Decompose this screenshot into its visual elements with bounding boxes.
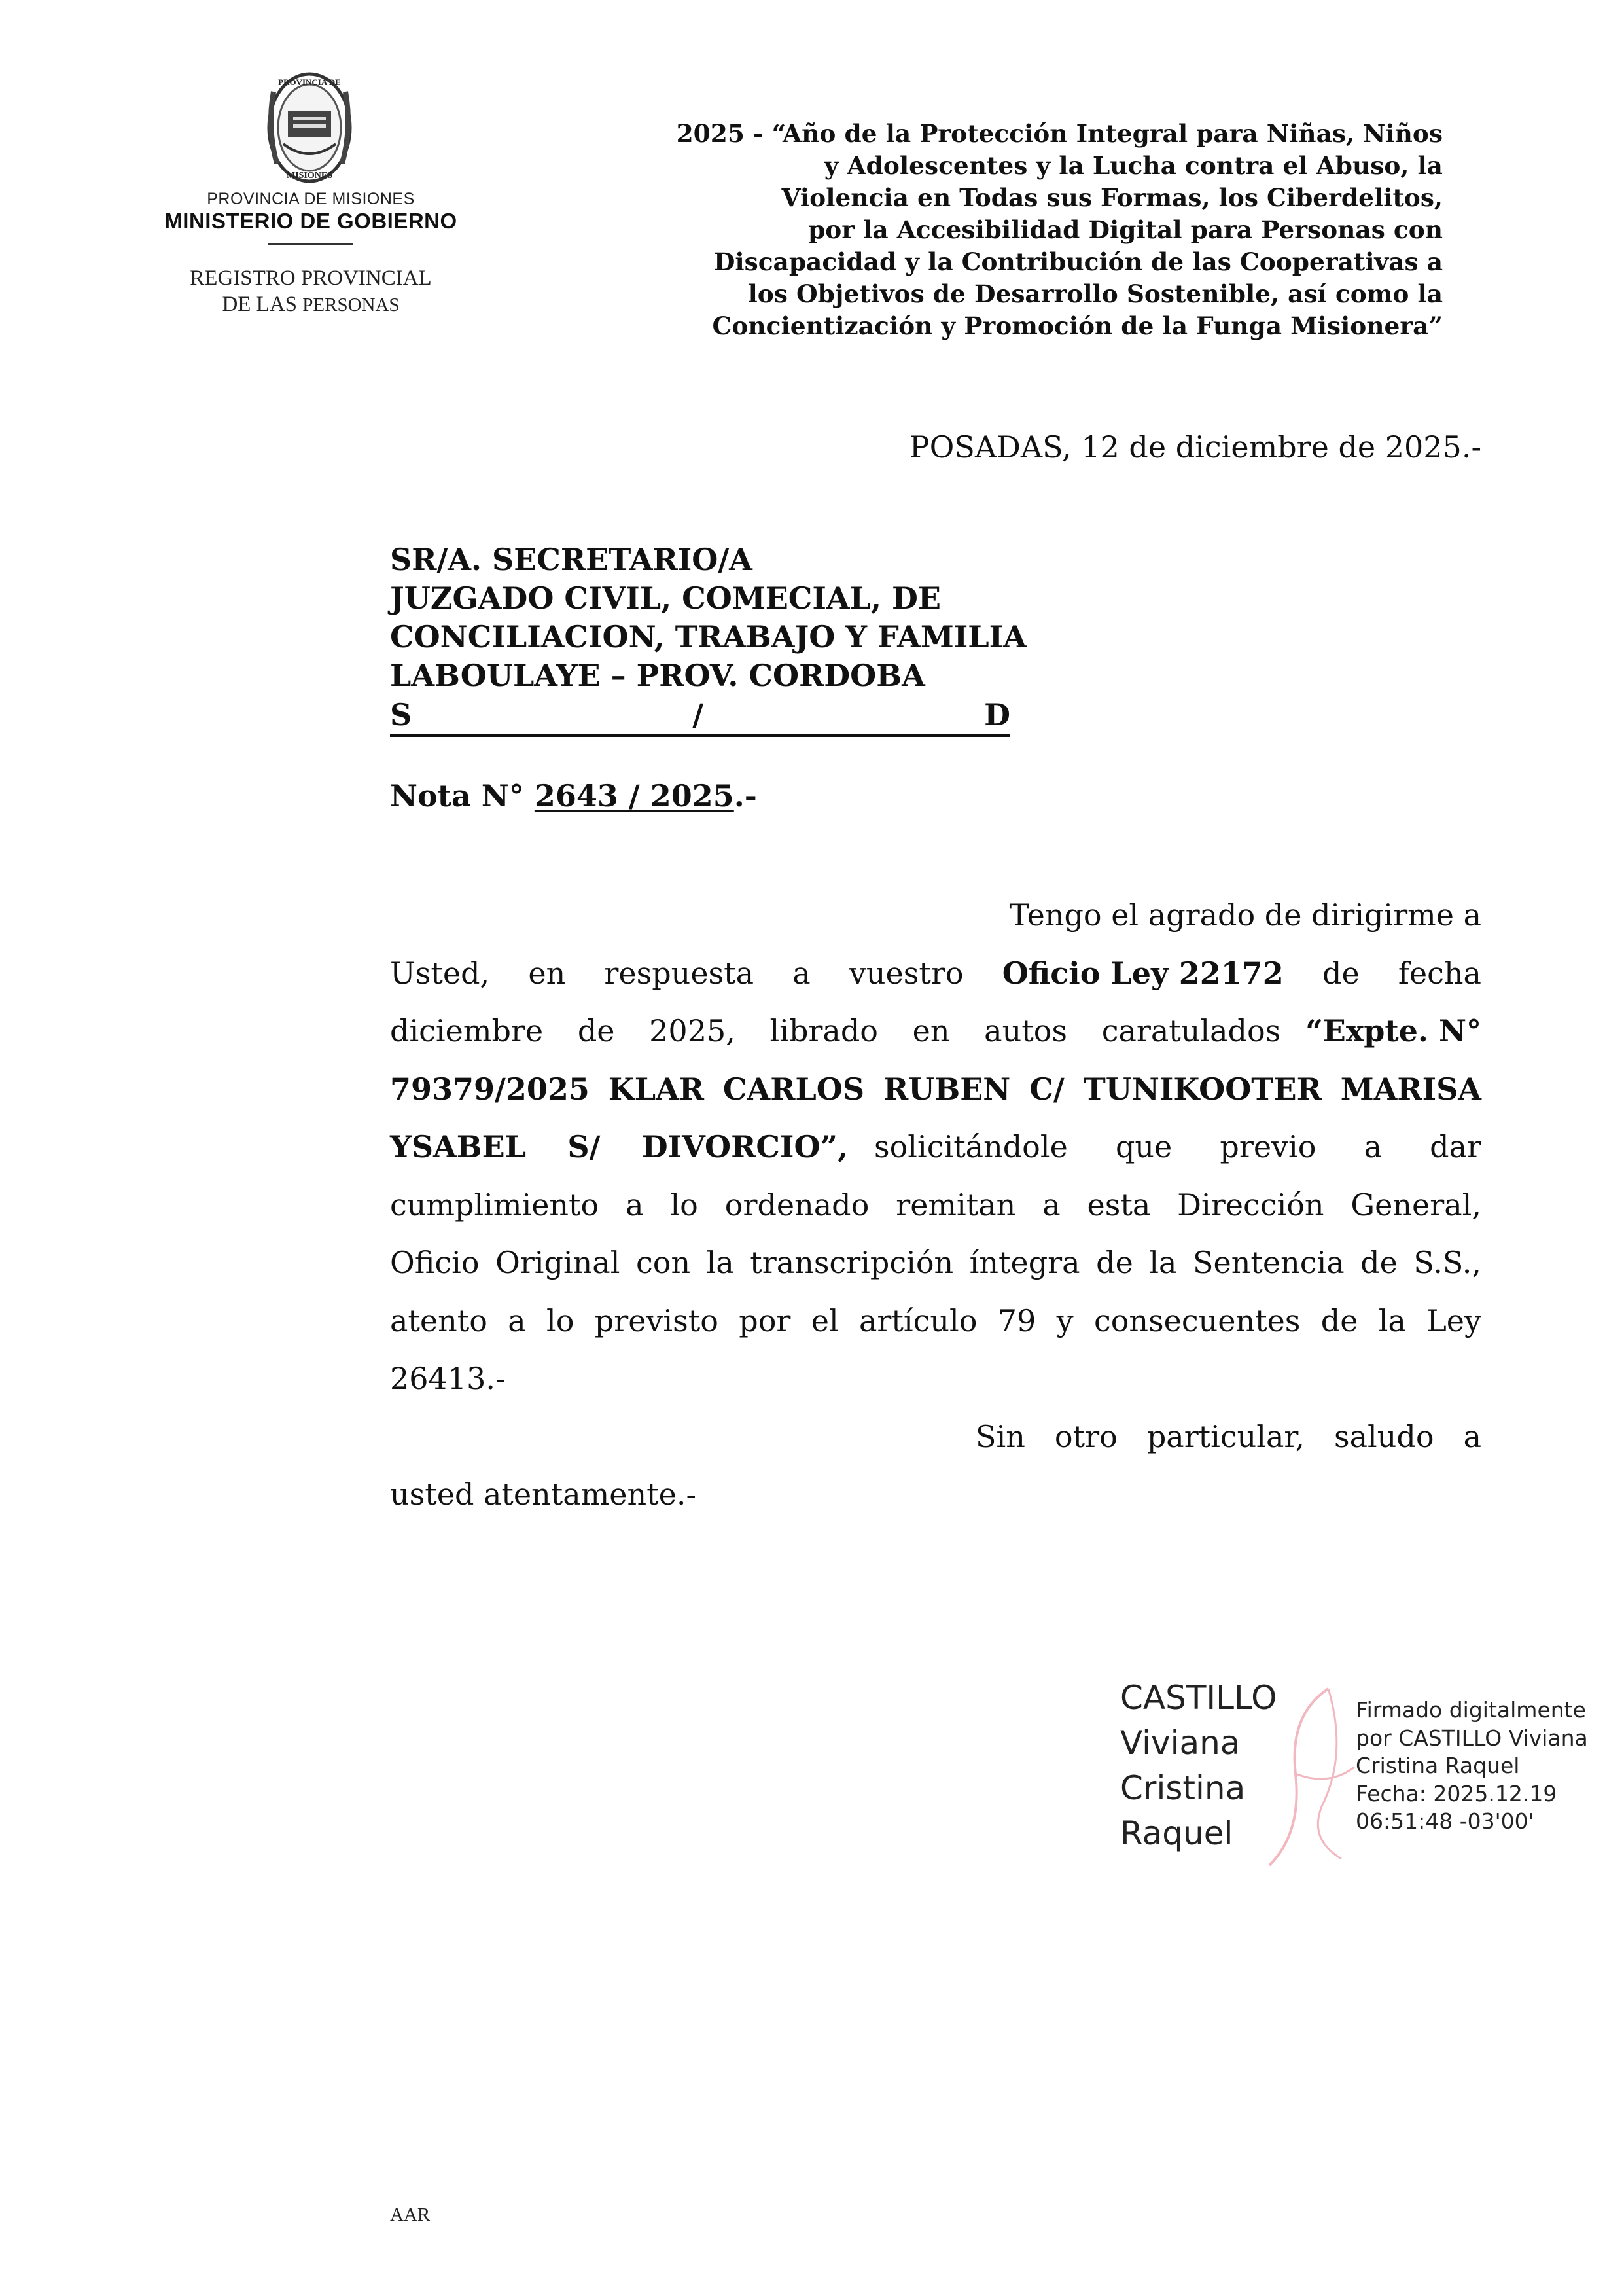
body-line (390, 1002, 1481, 1060)
office-name (157, 265, 465, 318)
addressee-line: CONCILIACION, TRABAJO Y FAMILIA (390, 619, 1027, 655)
body-text: solicitándole que previo a dar (874, 1129, 1481, 1164)
office-line-2-prefix: DE LAS (222, 293, 298, 316)
word: fecha (1398, 955, 1481, 991)
sd-s: S (390, 697, 412, 732)
body-text: diciembre de 2025, librado en autos caratulados (390, 1013, 1281, 1049)
sd-line (390, 695, 1010, 737)
addressee-block (390, 541, 1027, 695)
word: en (528, 955, 566, 991)
addressee-line: LABOULAYE – PROV. CORDOBA (390, 658, 925, 693)
addressee-line: SR/A. SECRETARIO/A (390, 542, 752, 577)
signature-info-line: 06:51:48 -03'00' (1356, 1808, 1534, 1834)
body-line (390, 1060, 1481, 1119)
ministry-block (157, 190, 465, 245)
signature-info-line: Cristina Raquel (1356, 1753, 1520, 1778)
year-motto (576, 118, 1443, 342)
motto-line: y Adolescentes y la Lucha contra el Abuso, la (824, 151, 1443, 180)
word: de (1322, 955, 1360, 991)
motto-line: 2025 - “Año de la Protección Integral para Niñas, Niños (676, 119, 1443, 148)
body-line (390, 944, 1481, 1003)
motto-line: Discapacidad y la Contribución de las Cooperativas a (713, 247, 1443, 276)
addressee-line: JUZGADO CIVIL, COMECIAL, DE (390, 581, 941, 616)
note-suffix: .- (733, 778, 757, 814)
motto-line: los Objetivos de Desarrollo Sostenible, así como la (748, 279, 1443, 308)
divider (268, 243, 353, 245)
oficio-ley-reference: Oficio Ley 22172 (1002, 955, 1284, 991)
motto-line: por la Accesibilidad Digital para Personas con (808, 215, 1443, 244)
word: a (792, 955, 811, 991)
closing-line: usted atentamente.- (390, 1477, 697, 1512)
office-line-2 (157, 291, 465, 318)
typist-initials: AAR (390, 2204, 431, 2225)
office-line-1: REGISTRO PROVINCIAL (190, 266, 432, 290)
signature-info-line: por CASTILLO Viviana (1356, 1725, 1588, 1751)
case-reference-start: “Expte. N° (1305, 1013, 1481, 1049)
body-line (390, 1118, 1481, 1176)
case-reference: 79379/2025 KLAR CARLOS RUBEN C/ TUNIKOOTER MARISA (390, 1071, 1481, 1107)
closing-line (390, 1408, 1481, 1466)
word: respuesta (604, 955, 754, 991)
crest-text-bottom: MISIONES (286, 171, 333, 181)
case-reference-end: YSABEL S/ DIVORCIO”, (390, 1129, 848, 1164)
note-label: Nota N° (390, 778, 524, 814)
word: vuestro (849, 955, 964, 991)
body-line: atento a lo previsto por el artículo 79 y consecuentes de la Ley (390, 1302, 1481, 1338)
letter-date: POSADAS, 12 de diciembre de 2025.- (909, 429, 1481, 465)
coat-of-arms-icon (254, 65, 365, 190)
motto-line: Concientización y Promoción de la Funga Misionera” (712, 312, 1443, 340)
note-number-value: 2643 / 2025 (534, 778, 734, 814)
signer-name-line: Cristina (1120, 1769, 1246, 1807)
body-line: Oficio Original con la transcripción íntegra de la Sentencia de S.S., (390, 1245, 1481, 1280)
sd-slash: / (692, 697, 704, 732)
motto-line: Violencia en Todas sus Formas, los Ciberdelitos, (781, 183, 1443, 212)
body-line: Tengo el agrado de dirigirme a (1009, 897, 1481, 933)
signer-name-line: CASTILLO (1120, 1679, 1277, 1717)
ministry-name: MINISTERIO DE GOBIERNO (164, 209, 457, 233)
letter-body (390, 886, 1481, 1524)
note-number (390, 776, 757, 816)
body-line: 26413.- (390, 1361, 506, 1396)
closing-phrase (976, 1408, 1481, 1466)
signer-name-line: Raquel (1120, 1814, 1233, 1852)
signer-name-line: Viviana (1120, 1724, 1241, 1762)
closing-text: Sin otro particular, saludo a (976, 1418, 1481, 1454)
province-name: PROVINCIA DE MISIONES (207, 190, 415, 208)
digital-signature-info (1356, 1696, 1588, 1836)
crest-text-top: PROVINCIA DE (278, 77, 341, 87)
word: Usted, (390, 955, 490, 991)
body-line: cumplimiento a lo ordenado remitan a esta Dirección General, (390, 1187, 1481, 1223)
signature-info-line: Firmado digitalmente (1356, 1697, 1586, 1723)
office-line-2-suffix: PERSONAS (302, 295, 400, 315)
signature-info-line: Fecha: 2025.12.19 (1356, 1780, 1557, 1806)
sd-d: D (984, 697, 1010, 732)
